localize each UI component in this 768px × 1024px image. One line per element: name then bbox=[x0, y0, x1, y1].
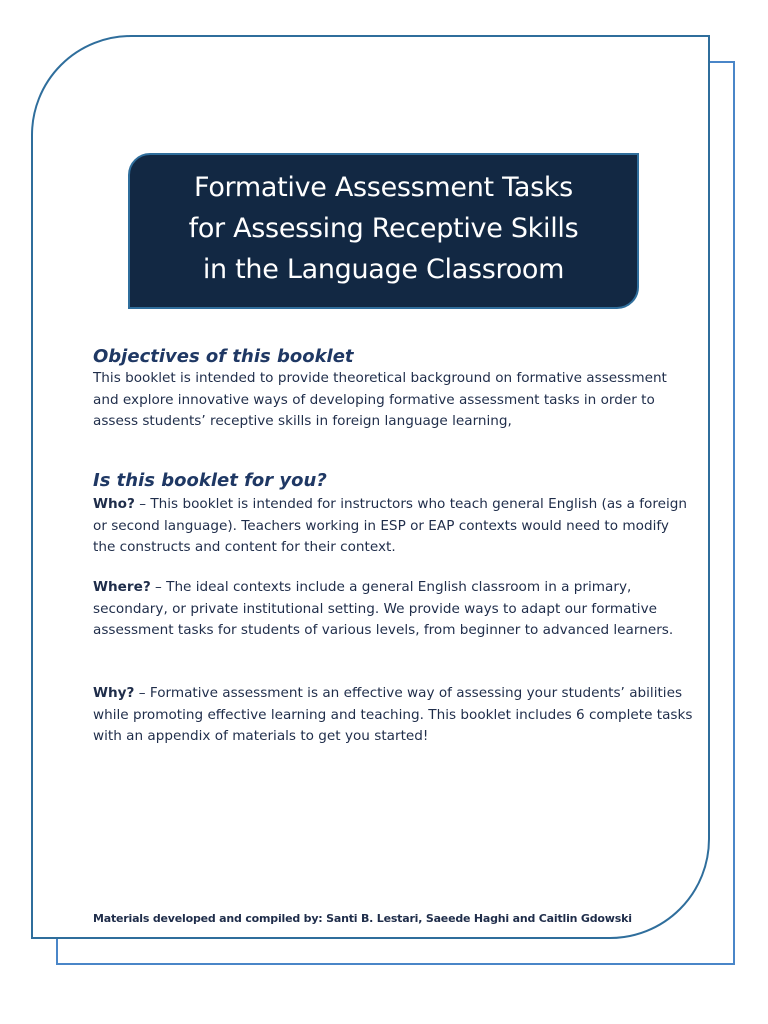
where-section bbox=[93, 577, 693, 642]
title-line-3: in the Language Classroom bbox=[202, 254, 565, 285]
who-label: Who? bbox=[93, 496, 135, 512]
why-paragraph bbox=[93, 683, 693, 748]
where-paragraph bbox=[93, 577, 693, 642]
why-section bbox=[93, 683, 693, 748]
title-line-1: Formative Assessment Tasks bbox=[194, 172, 573, 203]
audience-heading-section bbox=[93, 470, 693, 492]
audience-heading: Is this booklet for you? bbox=[93, 470, 327, 491]
why-label: Why? bbox=[93, 685, 135, 701]
who-paragraph bbox=[93, 494, 693, 559]
title-banner bbox=[128, 153, 639, 309]
credits-footer: Materials developed and compiled by: Santi B. Lestari, Saeede Haghi and Caitlin Gdowski bbox=[93, 912, 632, 925]
who-section bbox=[93, 494, 693, 559]
where-label: Where? bbox=[93, 579, 151, 595]
where-text: – The ideal contexts include a general English classroom in a primary, secondary, or private institutional setting. We provide ways to adapt our formative assessment tasks for students of various levels, from beginner to advanced learners. bbox=[93, 579, 674, 638]
objectives-body: This booklet is intended to provide theoretical background on formative assessment and explore innovative ways of developing formative assessment tasks in order to assess students’ receptive skills in foreign language learning, bbox=[93, 370, 667, 429]
why-text: – Formative assessment is an effective way of assessing your students’ abilities while promoting effective learning and teaching. This booklet includes 6 complete tasks with an appendix of materials to get you started! bbox=[93, 685, 693, 744]
objectives-heading: Objectives of this booklet bbox=[93, 346, 354, 367]
objectives-section bbox=[93, 346, 693, 433]
who-text: – This booklet is intended for instructors who teach general English (as a foreign or second language). Teachers working in ESP or EAP contexts would need to modify the constructs and content for their context. bbox=[93, 496, 687, 555]
title-line-2: for Assessing Receptive Skills bbox=[188, 213, 579, 244]
